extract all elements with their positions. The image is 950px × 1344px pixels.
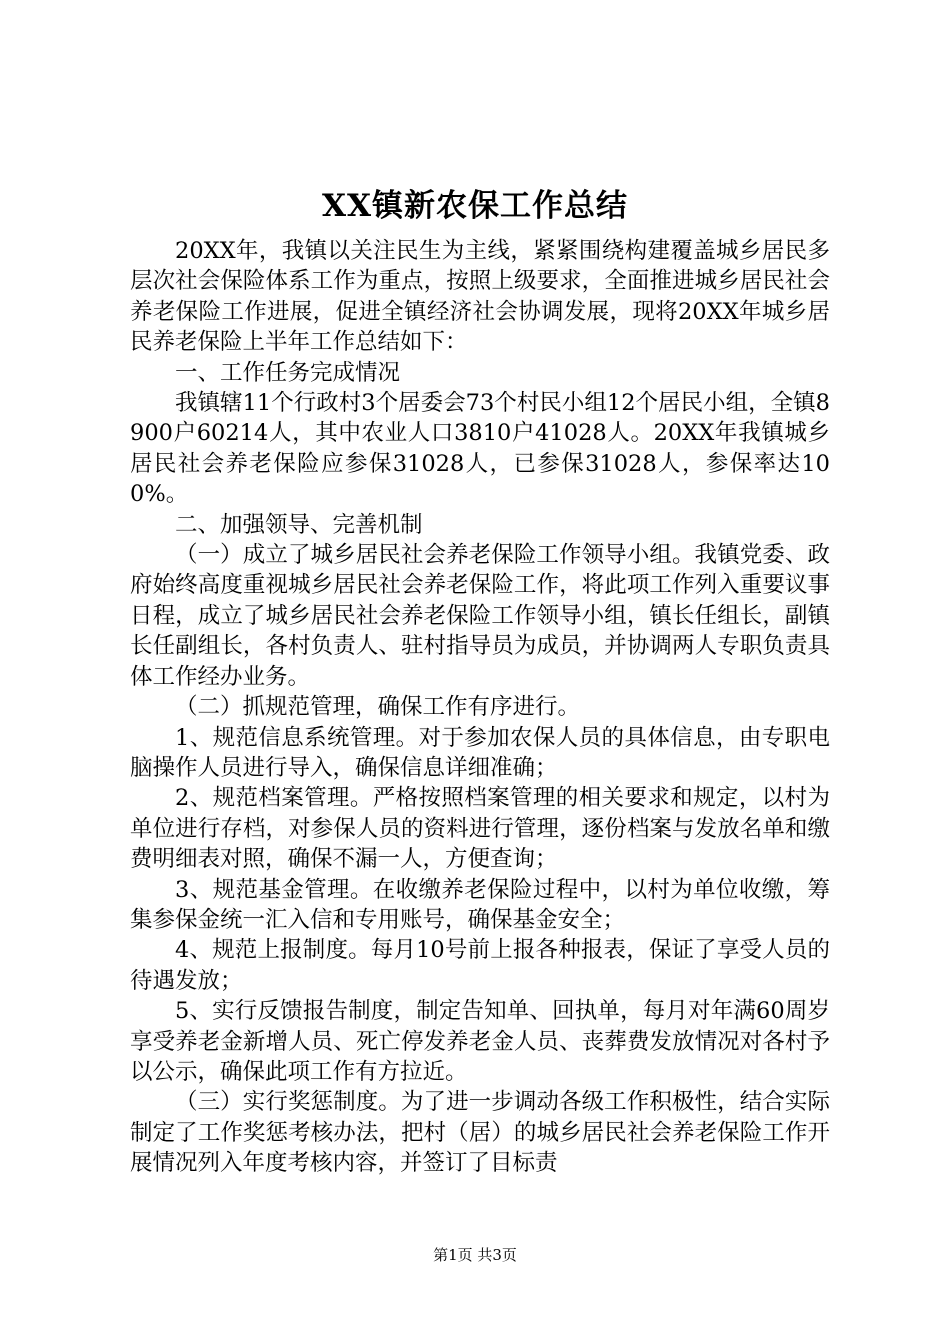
paragraph: （三）实行奖惩制度。为了进一步调动各级工作积极性，结合实际制定了工作奖惩考核办法，把村（居）的城乡居民社会养老保险工作开展情况列入年度考核内容，并签订了目标责	[130, 1089, 830, 1177]
paragraph: 20XX年，我镇以关注民生为主线，紧紧围绕构建覆盖城乡居民多层次社会保险体系工作为重点，按照上级要求，全面推进城乡居民社会养老保险工作进展，促进全镇经济社会协调发展，现将20XX年城乡居民养老保险上半年工作总结如下：	[130, 238, 830, 356]
section-heading: 二、加强领导、完善机制	[175, 511, 423, 538]
list-item: 4、规范上报制度。每月10号前上报各种报表，保证了享受人员的待遇发放；	[130, 937, 830, 994]
section-heading: 一、工作任务完成情况	[175, 359, 401, 386]
list-item: 5、实行反馈报告制度，制定告知单、回执单，每月对年满60周岁享受养老金新增人员、死亡停发养老金人员、丧葬费发放情况对各村予以公示，确保此项工作有方拉近。	[130, 998, 830, 1085]
page-footer: 第1页 共3页	[433, 1246, 517, 1264]
paragraph: 我镇辖11个行政村3个居委会73个村民小组12个居民小组，全镇8900户60214人，其中农业人口3810户41028人。20XX年我镇城乡居民社会养老保险应参保31028人，已参保31028人，参保率达100%。	[130, 390, 830, 508]
list-item: 2、规范档案管理。严格按照档案管理的相关要求和规定，以村为单位进行存档，对参保人员的资料进行管理，逐份档案与发放名单和缴费明细表对照，确保不漏一人，方便查询；	[130, 785, 830, 873]
subsection-heading: （二）抓规范管理，确保工作有序进行。	[175, 694, 581, 721]
document-body	[130, 236, 830, 1179]
document-title: XX镇新农保工作总结	[321, 188, 629, 224]
list-item: 1、规范信息系统管理。对于参加农保人员的具体信息，由专职电脑操作人员进行导入，确保信息详细准确；	[130, 724, 830, 781]
paragraph: （一）成立了城乡居民社会养老保险工作领导小组。我镇党委、政府始终高度重视城乡居民社会养老保险工作，将此项工作列入重要议事日程，成立了城乡居民社会养老保险工作领导小组，镇长任组长，副镇长任副组长，各村负责人、驻村指导员为成员，并协调两人专职负责具体工作经办业务。	[130, 542, 830, 690]
list-item: 3、规范基金管理。在收缴养老保险过程中，以村为单位收缴，筹集参保金统一汇入信和专用账号，确保基金安全；	[130, 876, 830, 933]
